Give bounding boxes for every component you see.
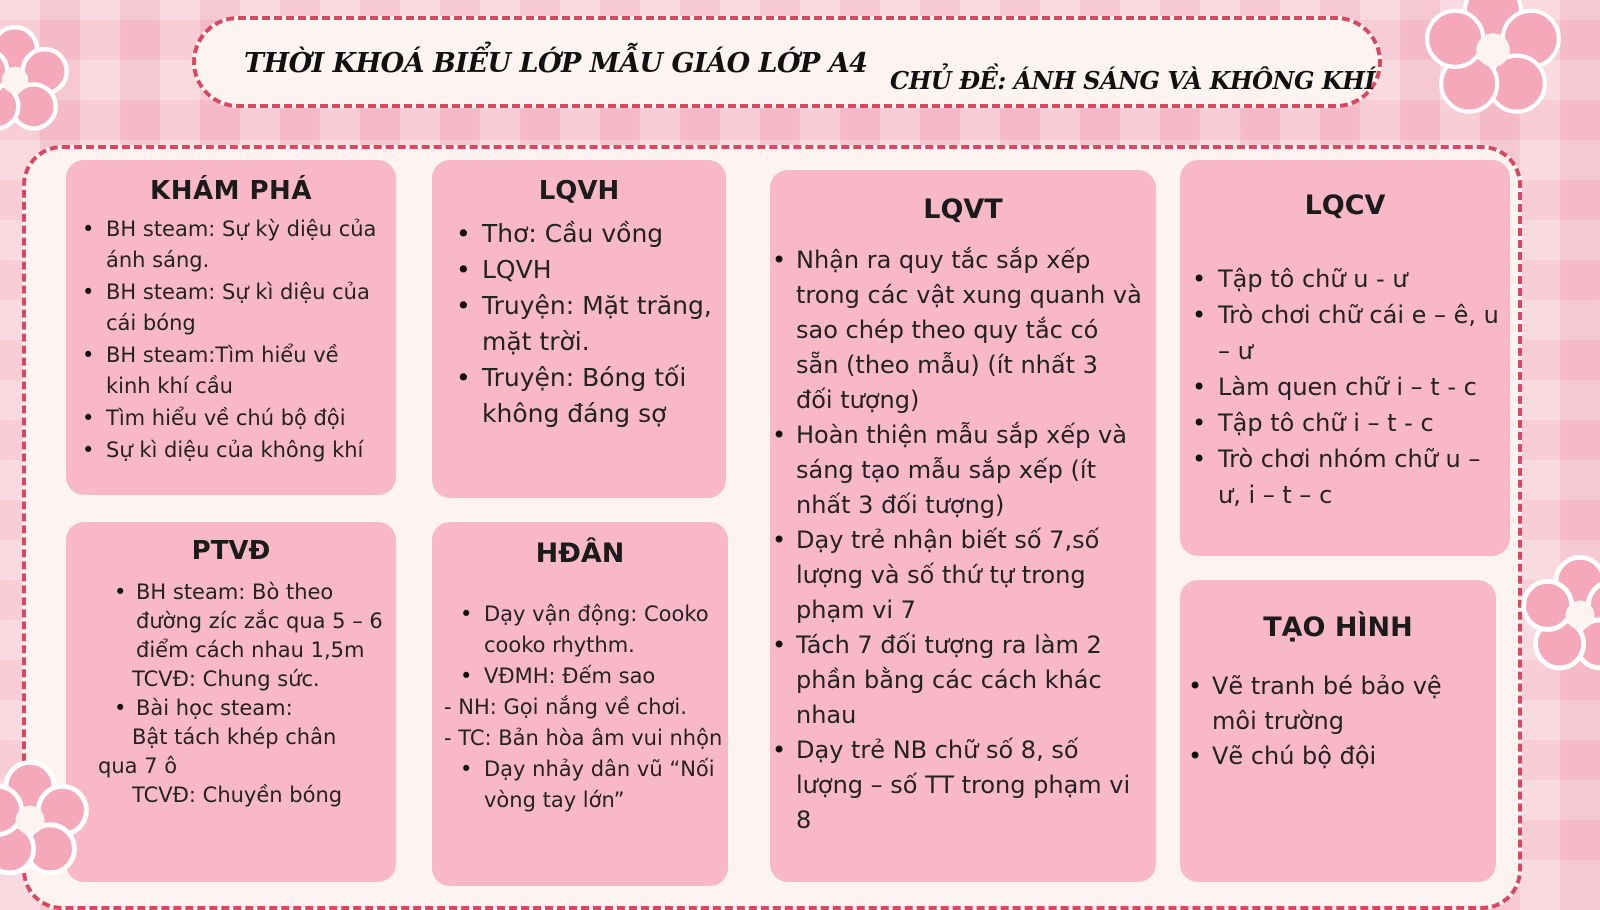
list-line: - TC: Bản hòa âm vui nhộn bbox=[444, 726, 723, 750]
list-item: • Vẽ chú bộ đội bbox=[1212, 739, 1486, 774]
card-lqvh bbox=[432, 160, 726, 498]
list-item: • BH steam:Tìm hiểu về kinh khí cầu bbox=[106, 340, 382, 402]
list-item: • Dạy vận động: Cooko cooko rhythm. bbox=[484, 599, 724, 661]
list-item: • LQVH bbox=[482, 252, 716, 288]
title-banner bbox=[192, 16, 1382, 108]
card-lqvt bbox=[770, 170, 1156, 882]
list-item: • Nhận ra quy tắc sắp xếp trong các vật xung quanh và sao chép theo quy tắc có sẵn (theo mẫu) (ít nhất 3 đối tượng) bbox=[796, 243, 1142, 418]
page-title: THỜI KHOÁ BIỂU LỚP MẪU GIÁO LỚP A4 bbox=[244, 48, 868, 79]
list-item: • Thơ: Cầu vồng bbox=[482, 216, 716, 252]
flower-icon bbox=[0, 20, 70, 140]
list-item: • VĐMH: Đếm sao bbox=[484, 661, 724, 692]
card-hdan bbox=[432, 522, 728, 886]
list-line: TCVĐ: Chuyền bóng bbox=[132, 783, 343, 807]
list-item: • Dạy trẻ nhận biết số 7,số lượng và số thứ tự trong phạm vi 7 bbox=[796, 523, 1142, 628]
card-tao-hinh bbox=[1180, 580, 1496, 882]
activity-list bbox=[770, 225, 1156, 838]
list-item: • Dạy nhảy dân vũ “Nối vòng tay lớn” bbox=[484, 754, 724, 816]
list-item: • Bài học steam: bbox=[136, 694, 390, 723]
list-item: • Truyện: Bóng tối không đáng sợ bbox=[482, 360, 716, 432]
list-item: • Truyện: Mặt trăng, mặt trời. bbox=[482, 288, 716, 360]
card-title: TẠO HÌNH bbox=[1263, 612, 1413, 643]
list-item: • Tập tô chữ u - ư bbox=[1218, 261, 1506, 297]
card-title: LQCV bbox=[1304, 190, 1386, 221]
list-line: Bật tách khép chân bbox=[132, 725, 337, 749]
card-title: HĐÂN bbox=[535, 538, 625, 569]
list-item: • Hoàn thiện mẫu sắp xếp và sáng tạo mẫu sắp xếp (ít nhất 3 đối tượng) bbox=[796, 418, 1142, 523]
list-item: • Tập tô chữ i – t - c bbox=[1218, 405, 1506, 441]
list-item: • Trò chơi chữ cái e – ê, u – ư bbox=[1218, 297, 1506, 369]
flower-icon bbox=[0, 760, 90, 880]
list-item: • BH steam: Bò theo đường zíc zắc qua 5 – 6 điểm cách nhau 1,5m bbox=[136, 578, 390, 665]
card-ptvd bbox=[66, 522, 396, 882]
list-line: qua 7 ô bbox=[98, 754, 178, 778]
list-item: • Dạy trẻ NB chữ số 8, số lượng – số TT trong phạm vi 8 bbox=[796, 733, 1142, 838]
activity-list bbox=[66, 566, 396, 810]
activity-list bbox=[66, 206, 396, 466]
flower-icon bbox=[1418, 0, 1568, 120]
list-item: • Làm quen chữ i – t - c bbox=[1218, 369, 1506, 405]
card-title: LQVT bbox=[923, 194, 1003, 225]
activity-list bbox=[432, 569, 728, 816]
card-title: KHÁM PHÁ bbox=[150, 176, 312, 206]
list-item: • Tách 7 đối tượng ra làm 2 phần bằng các cách khác nhau bbox=[796, 628, 1142, 733]
page-subtitle: CHỦ ĐỀ: ÁNH SÁNG VÀ KHÔNG KHÍ bbox=[890, 66, 1376, 95]
activity-list bbox=[1180, 221, 1510, 513]
list-line: - NH: Gọi nắng về chơi. bbox=[444, 695, 687, 719]
card-kham-pha bbox=[66, 160, 396, 495]
card-title: LQVH bbox=[538, 176, 620, 206]
list-item: • Tìm hiểu về chú bộ đội bbox=[106, 403, 382, 434]
list-item: • Trò chơi nhóm chữ u – ư, i – t – c bbox=[1218, 441, 1506, 513]
list-item: • Sự kì diệu của không khí bbox=[106, 435, 382, 466]
activity-list bbox=[1180, 643, 1496, 774]
flower-icon bbox=[1520, 550, 1600, 680]
list-line: TCVĐ: Chung sức. bbox=[132, 667, 320, 691]
card-title: PTVĐ bbox=[191, 536, 271, 566]
list-item: • BH steam: Sự kì diệu của cái bóng bbox=[106, 277, 382, 339]
list-item: • BH steam: Sự kỳ diệu của ánh sáng. bbox=[106, 214, 382, 276]
list-item: • Vẽ tranh bé bảo vệ môi trường bbox=[1212, 669, 1486, 739]
card-lqcv bbox=[1180, 160, 1510, 556]
activity-list bbox=[432, 206, 726, 432]
